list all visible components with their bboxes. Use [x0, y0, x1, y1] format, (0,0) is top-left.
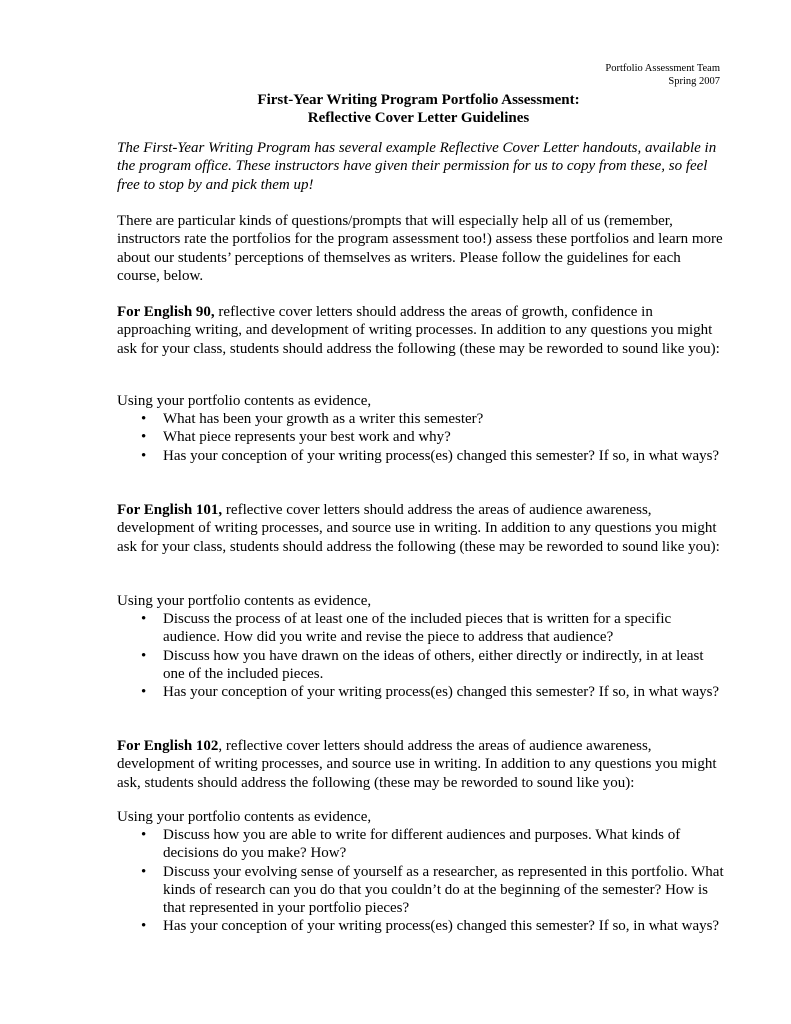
- bullet-icon: •: [141, 918, 147, 935]
- english-102-lead: Using your portfolio contents as evidence,: [117, 809, 372, 825]
- english-102-heading: For English 102: [117, 738, 219, 754]
- bullet-icon: •: [141, 684, 147, 701]
- bullet-icon: •: [141, 411, 147, 427]
- bullet-icon: •: [141, 447, 147, 464]
- list-item: • Has your conception of your writing process(es) changed this semester? If so, in what ways?: [141, 918, 720, 935]
- title-line-1: First-Year Writing Program Portfolio Assessment:: [257, 92, 580, 108]
- english-101-lead: Using your portfolio contents as evidence,: [117, 593, 372, 609]
- english-90-bullet-list: [117, 410, 727, 465]
- list-item: • Discuss how you are able to write for different audiences and purposes. What kinds of decisions do you make? How?: [141, 827, 681, 862]
- bullet-icon: •: [141, 863, 147, 880]
- bullet-icon: •: [141, 647, 147, 664]
- english-90-text: reflective cover letters should address the areas of growth, confidence in approaching writing, and development of writing processes. In addition to any questions you might ask for your class, students should address the following (these may be reworded to sound like you):: [117, 304, 720, 357]
- document-title: [117, 91, 720, 127]
- bullet-icon: •: [141, 611, 147, 627]
- bullet-icon: •: [141, 827, 147, 843]
- list-item: • Has your conception of your writing process(es) changed this semester? If so, in what ways?: [141, 447, 720, 464]
- title-line-2: Reflective Cover Letter Guidelines: [307, 110, 530, 126]
- english-102-text: , reflective cover letters should address the areas of audience awareness, development of writing processes, and source use in writing. In addition to any questions you might ask, students should address the following (these may be reworded to sound like you):: [117, 738, 717, 791]
- english-102-bullet-list: [117, 826, 727, 936]
- bullet-icon: •: [141, 429, 147, 446]
- english-101-bullet-list: [117, 610, 727, 701]
- english-101-paragraph: [117, 501, 727, 556]
- list-item: • What piece represents your best work and why?: [141, 429, 451, 446]
- intro-paragraph: There are particular kinds of questions/prompts that will especially help all of us (remember, instructors rate the portfolios for the program assessment too!) assess these portfolios and learn more about our students’ perceptions of themselves as writers. Please follow the guidelines for each course, below.: [117, 213, 723, 284]
- english-101-heading: For English 101,: [117, 502, 223, 518]
- english-102-paragraph: [117, 737, 727, 792]
- list-item: • Discuss the process of at least one of the included pieces that is written for a specific audience. How did you write and revise the piece to address that audience?: [141, 611, 672, 646]
- english-90-lead: Using your portfolio contents as evidence,: [117, 393, 372, 409]
- list-item: • What has been your growth as a writer this semester?: [141, 411, 484, 427]
- english-90-heading: For English 90,: [117, 304, 215, 320]
- list-item: • Discuss your evolving sense of yourself as a researcher, as represented in this portfolio. What kinds of research can you do that you couldn’t do at the beginning of the semester? How is that represented in your portfolio pieces?: [141, 863, 724, 917]
- header-date: Spring 2007: [668, 76, 720, 87]
- header-team: Portfolio Assessment Team: [605, 63, 720, 74]
- english-101-text: reflective cover letters should address the areas of audience awareness, development of writing processes, and source use in writing. In addition to any questions you might ask for your class, students should address the following (these may be reworded to sound like you):: [117, 502, 720, 555]
- intro-italic-paragraph: The First-Year Writing Program has several example Reflective Cover Letter handouts, available in the program office. These instructors have given their permission for us to copy from these, so feel free to stop by and pick them up!: [117, 140, 717, 193]
- document-header: [605, 62, 720, 88]
- list-item: • Discuss how you have drawn on the ideas of others, either directly or indirectly, in at least one of the included pieces.: [141, 647, 704, 682]
- english-90-paragraph: [117, 303, 727, 358]
- list-item: • Has your conception of your writing process(es) changed this semester? If so, in what ways?: [141, 684, 720, 701]
